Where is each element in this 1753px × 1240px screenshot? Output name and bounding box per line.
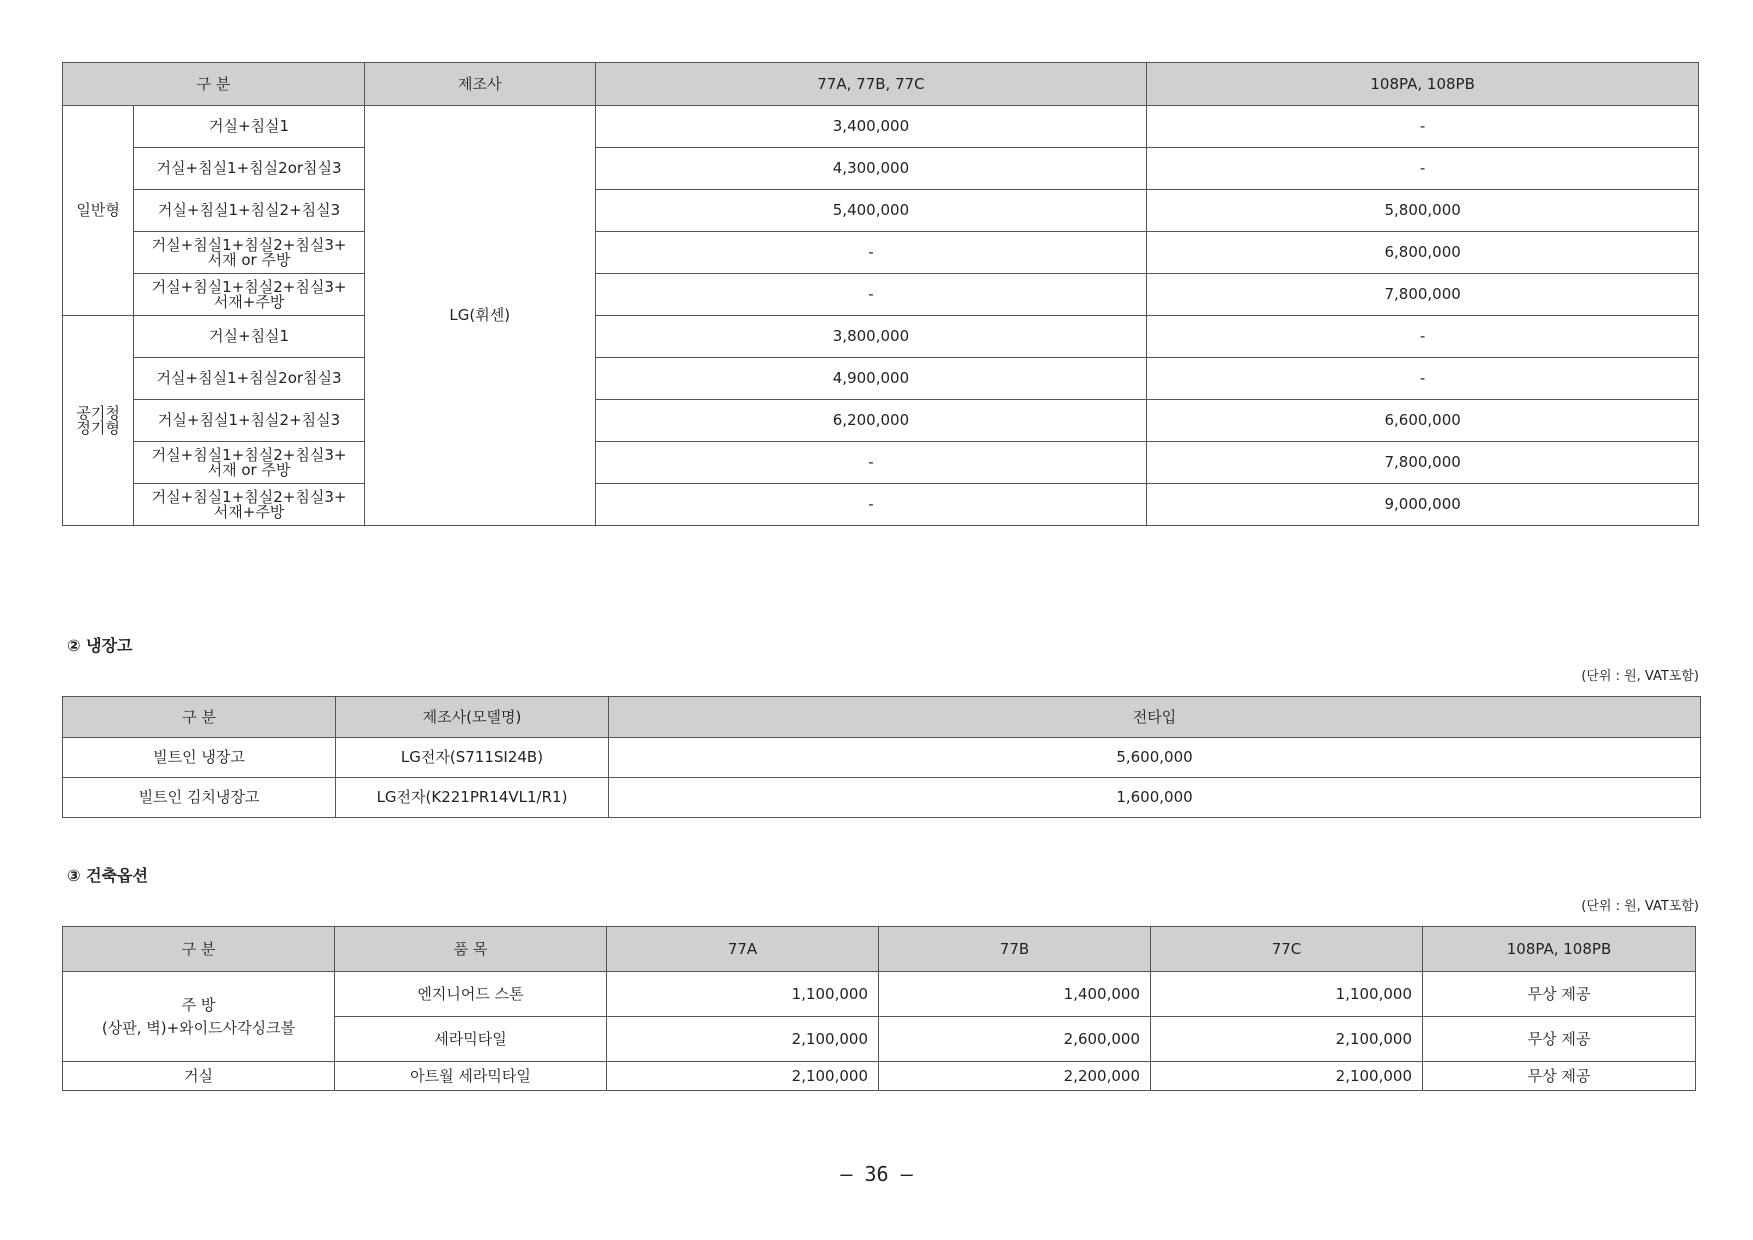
price-cell: 7,800,000	[1147, 442, 1699, 484]
unit-note: (단위 : 원, VAT포함)	[1581, 899, 1699, 914]
item-line: 서재+주방	[213, 502, 285, 521]
table-header-row	[63, 63, 1699, 106]
item-cell	[134, 274, 365, 316]
price-cell: 1,100,000	[607, 972, 879, 1017]
price-cell: 2,100,000	[607, 1017, 879, 1062]
section-title-construction-options: ③ 건축옵션	[67, 866, 148, 885]
price-cell: 5,400,000	[595, 190, 1147, 232]
price-cell: 2,200,000	[879, 1062, 1151, 1091]
header-category: 구 분	[63, 697, 336, 738]
aircon-price-table	[62, 62, 1699, 526]
item-cell: 아트월 세라믹타일	[335, 1062, 607, 1091]
header-type-77: 77A, 77B, 77C	[595, 63, 1147, 106]
price-cell: -	[595, 442, 1147, 484]
header-manufacturer: 제조사	[364, 63, 595, 106]
item-cell: 거실+침실1	[134, 106, 365, 148]
category-line: (상판, 벽)+와이드사각싱크볼	[101, 1018, 296, 1037]
price-cell: 2,100,000	[607, 1062, 879, 1091]
item-cell: 빌트인 냉장고	[63, 738, 336, 778]
price-cell: 7,800,000	[1147, 274, 1699, 316]
manufacturer-cell: LG(휘센)	[364, 106, 595, 526]
header-item: 품 목	[335, 927, 607, 972]
price-cell: 1,100,000	[1151, 972, 1423, 1017]
table-row	[63, 484, 1699, 526]
table-row	[63, 190, 1699, 232]
price-cell: -	[1147, 316, 1699, 358]
price-cell: 3,800,000	[595, 316, 1147, 358]
item-line: 거실+침실1+침실2+침실3+	[151, 445, 347, 464]
price-cell: 2,100,000	[1151, 1017, 1423, 1062]
price-cell: 3,400,000	[595, 106, 1147, 148]
price-cell: -	[595, 274, 1147, 316]
header-category: 구 분	[63, 927, 335, 972]
price-cell: 2,600,000	[879, 1017, 1151, 1062]
group-label: 일반형	[63, 106, 134, 316]
group-label	[63, 316, 134, 526]
price-cell: 4,300,000	[595, 148, 1147, 190]
table-row	[63, 442, 1699, 484]
item-cell: 빌트인 김치냉장고	[63, 778, 336, 818]
table-row	[63, 738, 1701, 778]
header-type-108: 108PA, 108PB	[1147, 63, 1699, 106]
table-row	[63, 148, 1699, 190]
table-row	[63, 778, 1701, 818]
price-cell: 무상 제공	[1423, 1062, 1696, 1091]
price-cell: 2,100,000	[1151, 1062, 1423, 1091]
page-number: — 36 —	[840, 1162, 913, 1186]
item-cell: 거실+침실1	[134, 316, 365, 358]
table-header-row	[63, 697, 1701, 738]
item-cell: 거실+침실1+침실2or침실3	[134, 148, 365, 190]
maker-cell: LG전자(K221PR14VL1/R1)	[336, 778, 609, 818]
header-category: 구 분	[63, 63, 365, 106]
maker-cell: LG전자(S711SI24B)	[336, 738, 609, 778]
item-line: 거실+침실1+침실2+침실3+	[151, 487, 347, 506]
price-cell: 5,800,000	[1147, 190, 1699, 232]
refrigerator-price-table	[62, 696, 1701, 818]
price-cell: 9,000,000	[1147, 484, 1699, 526]
header-77c: 77C	[1151, 927, 1423, 972]
group-label-line: 정기형	[76, 418, 120, 437]
category-line: 주 방	[181, 995, 216, 1014]
price-cell: 5,600,000	[609, 738, 1701, 778]
table-row	[63, 358, 1699, 400]
header-manufacturer-model: 제조사(모델명)	[336, 697, 609, 738]
section-title-refrigerator: ② 냉장고	[67, 636, 133, 655]
header-108: 108PA, 108PB	[1423, 927, 1696, 972]
item-cell: 거실+침실1+침실2or침실3	[134, 358, 365, 400]
header-77a: 77A	[607, 927, 879, 972]
table-row	[63, 400, 1699, 442]
item-cell: 엔지니어드 스톤	[335, 972, 607, 1017]
table-row	[63, 316, 1699, 358]
item-line: 거실+침실1+침실2+침실3+	[151, 235, 347, 254]
price-cell: 4,900,000	[595, 358, 1147, 400]
item-line: 거실+침실1+침실2+침실3+	[151, 277, 347, 296]
header-77b: 77B	[879, 927, 1151, 972]
price-cell: 무상 제공	[1423, 972, 1696, 1017]
table-header-row	[63, 927, 1696, 972]
item-line: 서재 or 주방	[207, 460, 291, 479]
table-row	[63, 106, 1699, 148]
price-cell: 무상 제공	[1423, 1017, 1696, 1062]
price-cell: -	[595, 484, 1147, 526]
price-cell: 6,800,000	[1147, 232, 1699, 274]
price-cell: 6,200,000	[595, 400, 1147, 442]
item-line: 서재 or 주방	[207, 250, 291, 269]
table-row	[63, 274, 1699, 316]
price-cell: 1,600,000	[609, 778, 1701, 818]
item-cell	[134, 484, 365, 526]
group-label-line: 공기청	[76, 403, 120, 422]
table-row	[63, 1062, 1696, 1091]
table-row	[63, 972, 1696, 1017]
item-line: 서재+주방	[213, 292, 285, 311]
category-cell: 거실	[63, 1062, 335, 1091]
price-cell: -	[1147, 106, 1699, 148]
item-cell: 거실+침실1+침실2+침실3	[134, 400, 365, 442]
price-cell: -	[595, 232, 1147, 274]
item-cell: 세라믹타일	[335, 1017, 607, 1062]
price-cell: -	[1147, 358, 1699, 400]
item-cell	[134, 442, 365, 484]
table-row	[63, 232, 1699, 274]
price-cell: 6,600,000	[1147, 400, 1699, 442]
price-cell: 1,400,000	[879, 972, 1151, 1017]
item-cell	[134, 232, 365, 274]
price-cell: -	[1147, 148, 1699, 190]
item-cell: 거실+침실1+침실2+침실3	[134, 190, 365, 232]
construction-option-table	[62, 926, 1696, 1091]
unit-note: (단위 : 원, VAT포함)	[1581, 669, 1699, 684]
category-cell	[63, 972, 335, 1062]
header-all-types: 전타입	[609, 697, 1701, 738]
